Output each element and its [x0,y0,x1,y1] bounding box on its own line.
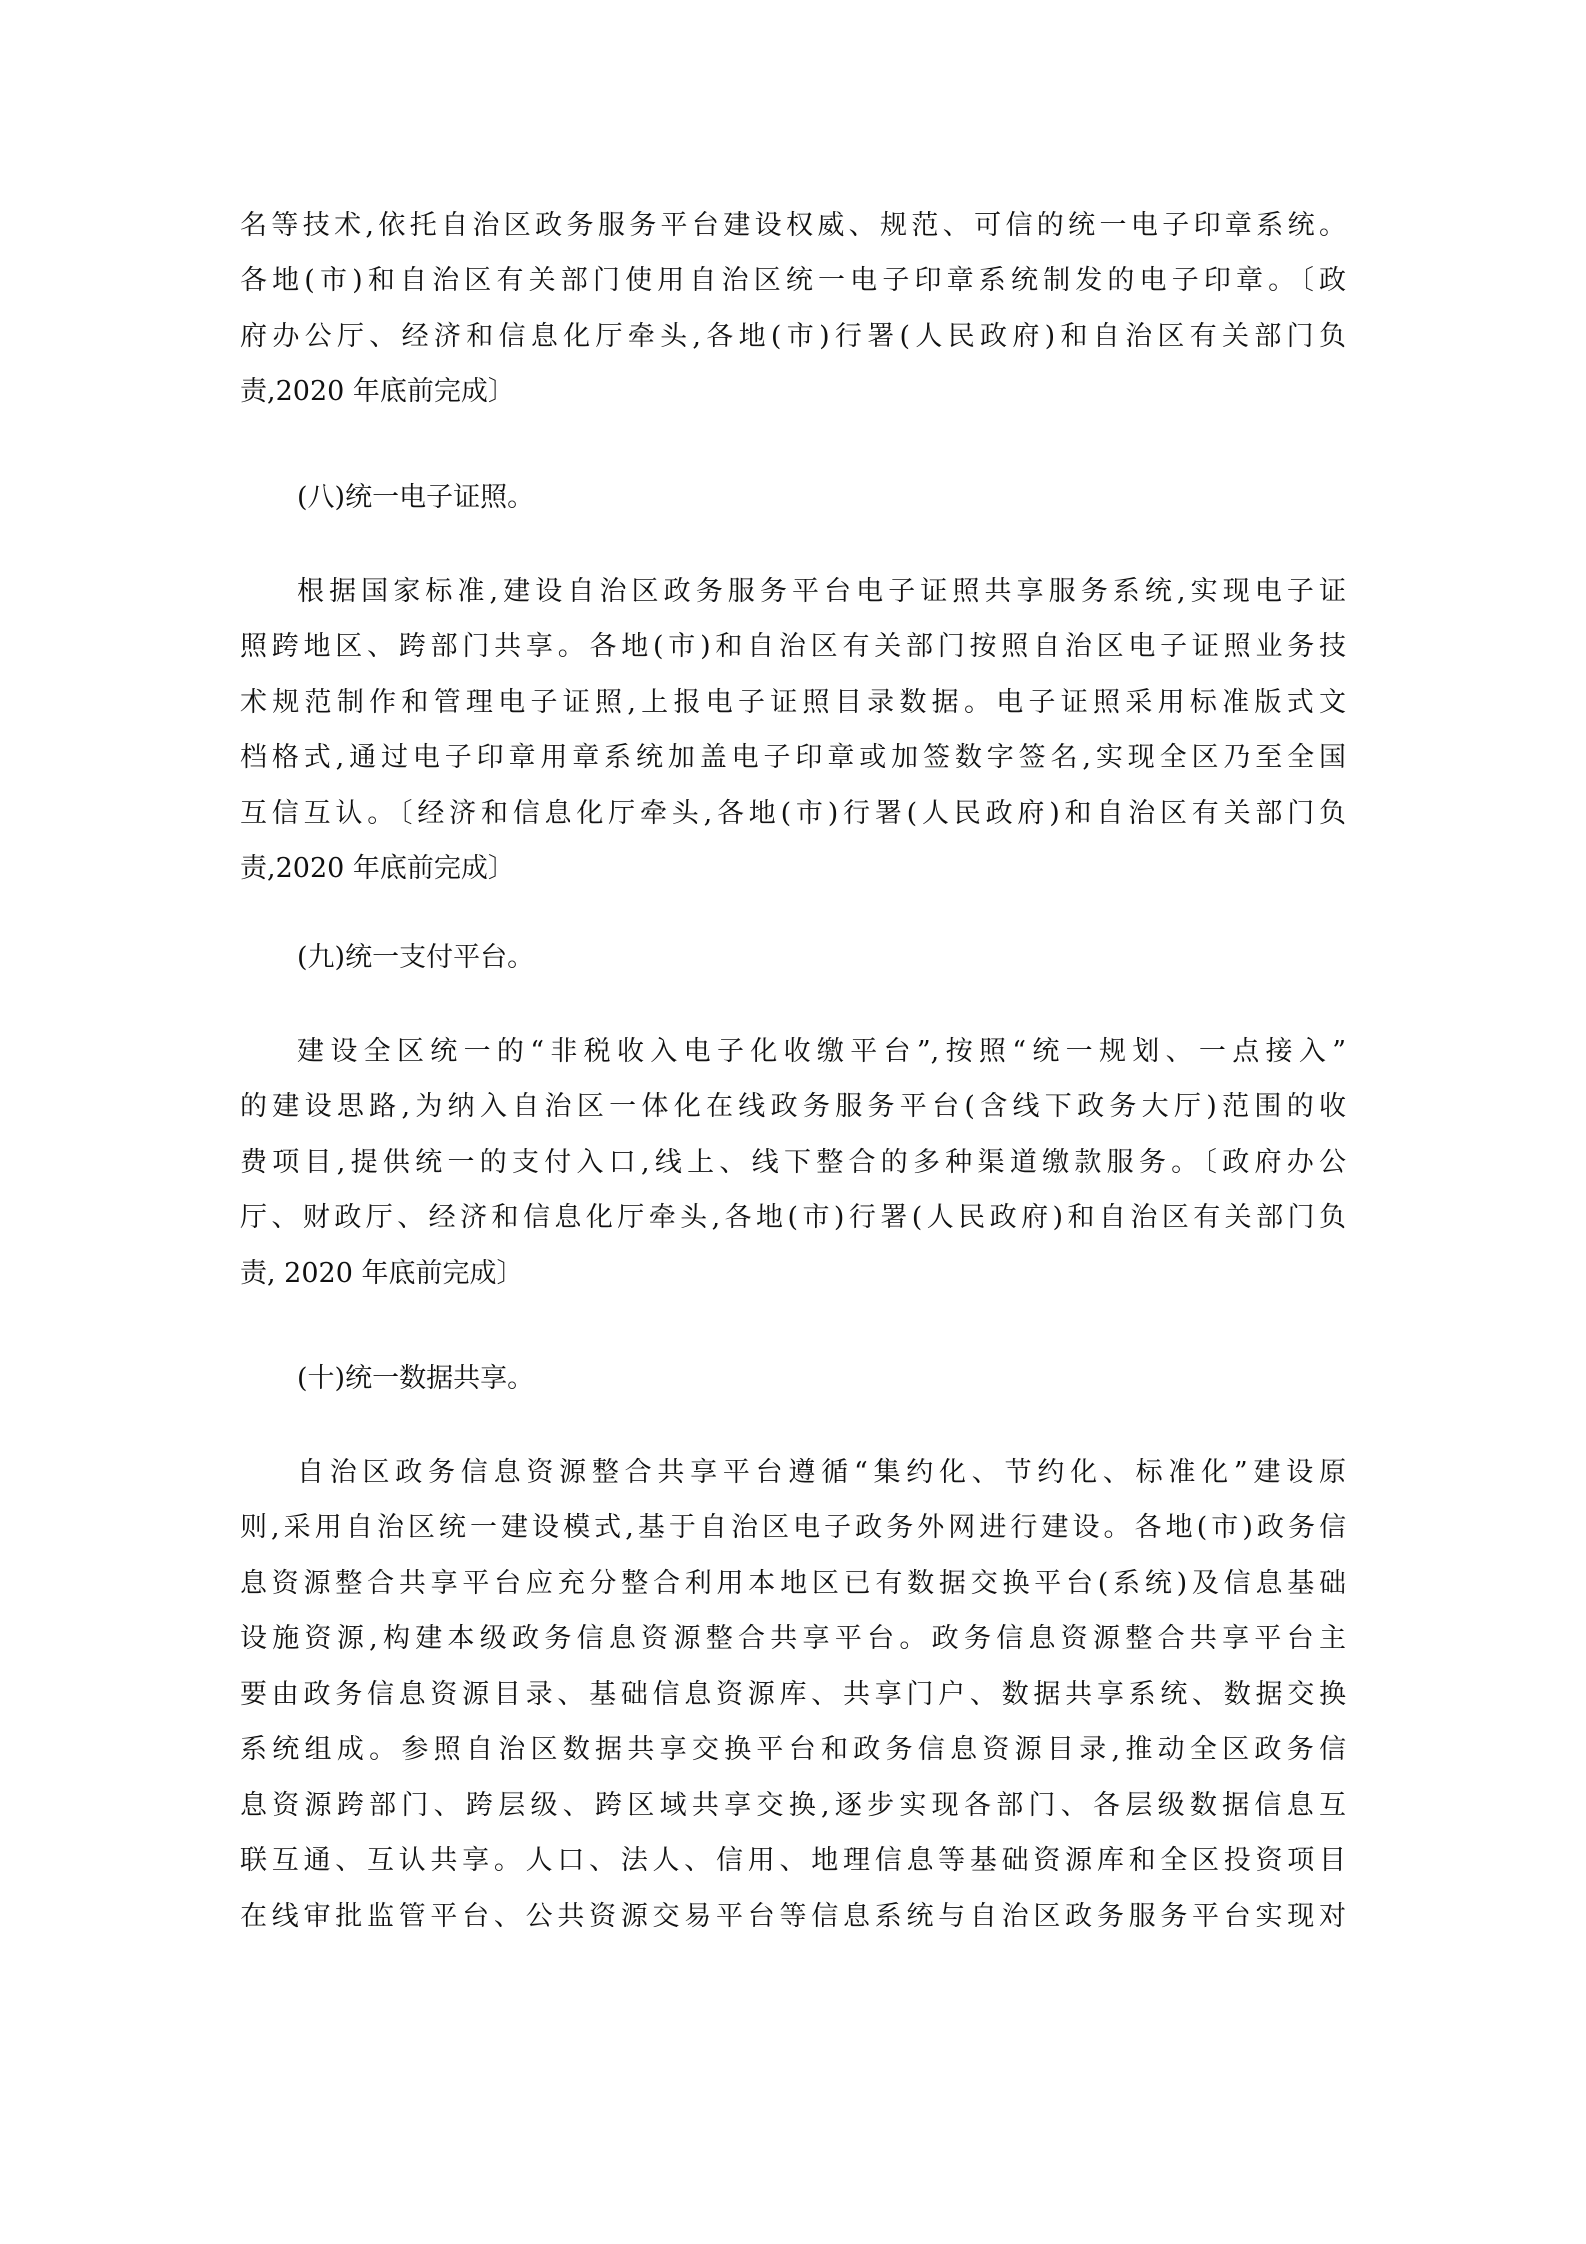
paragraph-line: 费项目,提供统一的支付入口,线上、线下整合的多种渠道缴款服务。〔政府办公 [240,1147,1346,1178]
paragraph-line: 联互通、互认共享。人口、法人、信用、地理信息等基础资源库和全区投资项目 [240,1845,1346,1876]
paragraph-line: 要由政务信息资源目录、基础信息资源库、共享门户、数据共享系统、数据交换 [240,1679,1346,1710]
paragraph-line: 建设全区统一的“非税收入电子化收缴平台”,按照“统一规划、一点接入” [297,1036,1346,1067]
paragraph-line: 责,2020 年底前完成〕 [240,853,515,884]
paragraph-line: 责, 2020 年底前完成〕 [240,1258,524,1289]
section-heading-9: (九)统一支付平台。 [297,942,535,973]
paragraph-line: 责,2020 年底前完成〕 [240,376,515,407]
paragraph-line: 照跨地区、跨部门共享。各地(市)和自治区有关部门按照自治区电子证照业务技 [240,631,1346,662]
paragraph-line: 术规范制作和管理电子证照,上报电子证照目录数据。电子证照采用标准版式文 [240,687,1346,718]
paragraph-line: 互信互认。〔经济和信息化厅牵头,各地(市)行署(人民政府)和自治区有关部门负 [240,798,1346,829]
paragraph-line: 息资源整合共享平台应充分整合利用本地区已有数据交换平台(系统)及信息基础 [240,1568,1346,1599]
paragraph-line: 在线审批监管平台、公共资源交易平台等信息系统与自治区政务服务平台实现对 [240,1901,1346,1932]
section-heading-8: (八)统一电子证照。 [297,482,535,513]
paragraph-line: 府办公厅、经济和信息化厅牵头,各地(市)行署(人民政府)和自治区有关部门负 [240,321,1346,352]
paragraph-line: 息资源跨部门、跨层级、跨区域共享交换,逐步实现各部门、各层级数据信息互 [240,1790,1346,1821]
paragraph-line: 名等技术,依托自治区政务服务平台建设权威、规范、可信的统一电子印章系统。 [240,210,1346,241]
paragraph-line: 各地(市)和自治区有关部门使用自治区统一电子印章系统制发的电子印章。〔政 [240,265,1346,296]
paragraph-line: 的建设思路,为纳入自治区一体化在线政务服务平台(含线下政务大厅)范围的收 [240,1091,1346,1122]
paragraph-line: 档格式,通过电子印章用章系统加盖电子印章或加签数字签名,实现全区乃至全国 [240,742,1346,773]
paragraph-line: 自治区政务信息资源整合共享平台遵循“集约化、节约化、标准化”建设原 [297,1457,1346,1488]
section-heading-10: (十)统一数据共享。 [297,1363,535,1394]
paragraph-line: 则,采用自治区统一建设模式,基于自治区电子政务外网进行建设。各地(市)政务信 [240,1512,1346,1543]
paragraph-line: 厅、财政厅、经济和信息化厅牵头,各地(市)行署(人民政府)和自治区有关部门负 [240,1202,1346,1233]
paragraph-line: 设施资源,构建本级政务信息资源整合共享平台。政务信息资源整合共享平台主 [240,1623,1346,1654]
paragraph-line: 根据国家标准,建设自治区政务服务平台电子证照共享服务系统,实现电子证 [297,576,1346,607]
paragraph-line: 系统组成。参照自治区数据共享交换平台和政务信息资源目录,推动全区政务信 [240,1734,1346,1765]
